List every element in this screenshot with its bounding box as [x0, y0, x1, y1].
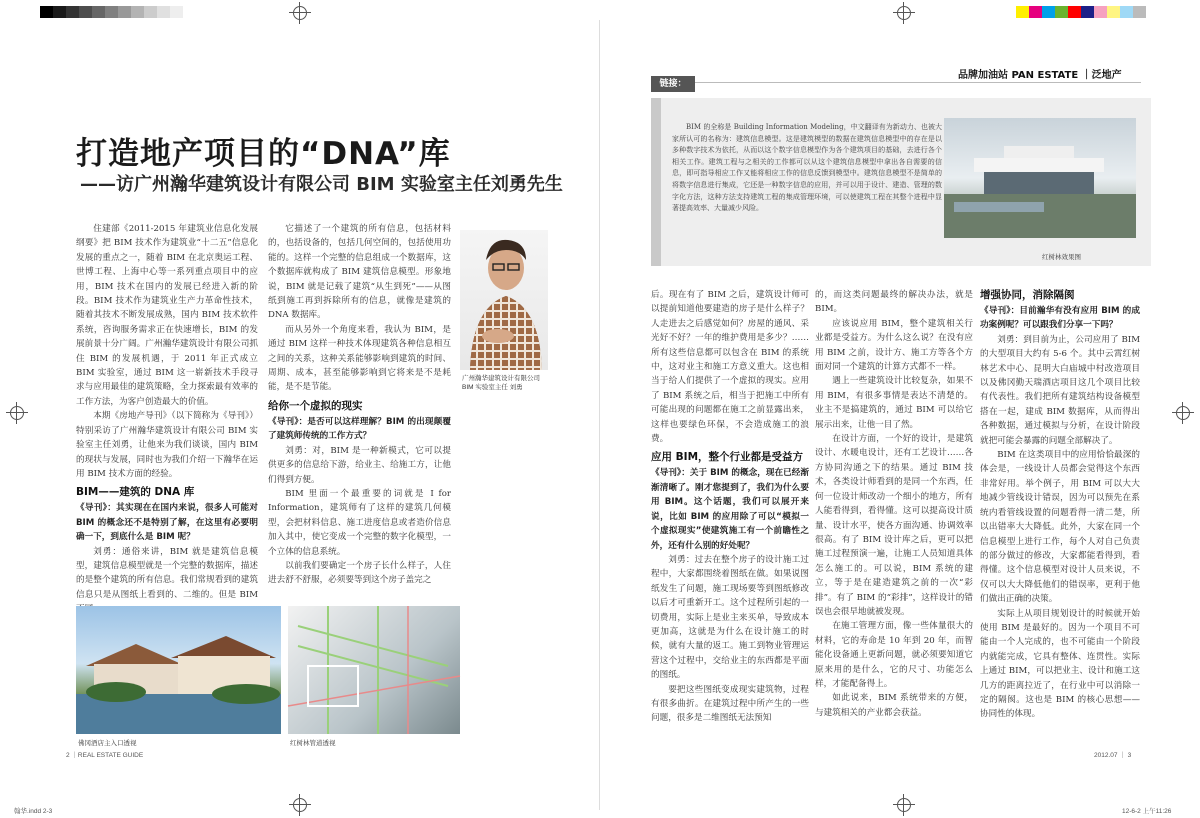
text-column-3	[651, 288, 809, 748]
paragraph: 它描述了一个建筑的所有信息，包括材料的，也括设备的，包括几何空间的，包括使用功能的。这样一个完整的信息组成一个数据库，这个数据库就构成了 BIM 建筑信息模型。形象地说，BIM 就是记载了建筑“从生到死”——从图纸到施工再到拆除所有的信息，就像是建筑的 DNA 数据库。	[268, 224, 451, 321]
crop-mark-bottom-right	[893, 794, 915, 816]
crop-mark-bottom-left	[289, 794, 311, 816]
paragraph: 本期《房地产导刊》（以下简称为《导刊》）特别采访了广州瀚华建筑设计有限公司 BIM 实验室主任刘勇，让他来为我们谈谈，国内 BIM 的现状与发展，同时也为我们介绍一下瀚华在运用 BIM 技术方面的经验。	[76, 411, 258, 479]
paragraph: 的，而这类问题最终的解决办法，就是 BIM。	[815, 290, 973, 315]
folio-left: 2 ｜REAL ESTATE GUIDE	[66, 752, 144, 759]
text-column-5	[980, 288, 1140, 748]
header-rule	[651, 82, 1141, 83]
paragraph: 住建部《2011-2015 年建筑业信息化发展纲要》把 BIM 技术作为建筑业“十二五”信息化发展的重点之一，随着 BIM 在北京奥运工程、世博工程、上海中心等一系列重点项目中的应用，BIM 技术在国内的发展已经进入新的阶段。BIM 技术作为建筑业生产力革命性技术，随着其技术不断发展成熟，国内 BIM 技术软件系统，咨询服务需求正在快速增长，BIM 的发展前景十分广阔。广州瀚华建筑设计有限公司抓住 BIM 的发展机遇，于 2011 年正式成立 BIM 实验室，通过 BIM 这一崭新技术手段寻求与应用最佳的建筑策略，全力探索最有效率的工作方法，为客户创造最大的价值。	[76, 224, 258, 407]
section-heading: BIM——建筑的 DNA 库	[76, 486, 195, 499]
link-paragraph: BIM 的全称是 Building Information Modeling，中文翻译有为新动力、也被大家所认可的名称为：建筑信息模型。这是建筑模型的数据在建筑信息模型中的存在是以多种数字技术为依托，从而以这个数字信息模型作为各个建筑项目的基础，去进行各个相关工作。建筑工程与之相关的工作都可以从这个建筑信息模型中拿出各自需要的信息，即可指导相应工作又能将相应工作的信息反馈到模型中。建筑信息模型不是简单的将数字信息进行集成，它还是一种数字信息的应用，并可以用于设计、建造、管理的数字化方法，这种方法支持建筑工程的集成管理环境，可以使建筑工程在其整个进程中显著提高效率、大量减少风险。	[672, 123, 942, 213]
link-box-text	[672, 122, 942, 215]
crop-mark-right	[1172, 402, 1194, 424]
paragraph: BIM 在这类项目中的应用恰恰最深的体会是，一线设计人员都会觉得这个东西非常好用。举个例子，用 BIM 可以大大地减少管线设计错误，因为可以预先在系统内看管线设置的问题看得一清二楚，所以出错率大大降低。此外，大家在同一个信息模型上进行工作，每个人对自己负责的部分做过的修改，大家都能看得到，看得懂。这个信息模型对设计人员来说，不仅可以大大降低他们的错误率，更利于他们做出正确的决策。	[980, 450, 1140, 605]
pipe-perspective-photo	[288, 606, 460, 734]
registration-color-bar	[1016, 6, 1146, 18]
paragraph: 要把这些图纸变成现实建筑物，过程有很多曲折。在建筑过程中所产生的一些问题，很多是二维图纸无法预知	[651, 684, 809, 724]
text-column-4	[815, 288, 973, 748]
photo-caption-left: 佛冈酒店主入口透视	[78, 740, 137, 747]
photo-caption-right: 红树林管道透视	[290, 740, 336, 747]
crop-mark-left	[6, 402, 28, 424]
paragraph: 在设计方面，一个好的设计，是建筑设计、水暖电设计，还有工艺设计……各方协同沟通之下的结果。通过 BIM 技术，各类设计师看到的是同一个东西，任何一位设计师改动一个细小的地方，所有人能看得到，看得懂。这可以提高设计质量、设计水平，使各方面沟通、协调效率很高。有了 BIM 设计库之后，更可以把施工过程预演一遍，让施工人员知道具体怎么施工的。可以说，BIM 系统的建立，等于是在建造建筑之前的一次“彩排”。有了 BIM 的“彩排”，这样设计的错误也会很早地就被发现。	[815, 434, 973, 617]
question: 《导刊》：是否可以这样理解？BIM 的出现颠覆了建筑师传统的工作方式？	[268, 416, 451, 442]
slug-right: 12-6-2 上午11:26	[1122, 808, 1172, 815]
paragraph: 遇上一些建筑设计比较复杂，如果不用 BIM，有很多事情是表达不清楚的。业主不是搞建筑的，通过 BIM 可以给它展示出来，让他一目了然。	[815, 376, 973, 430]
section-heading: 给你一个虚拟的现实	[268, 399, 363, 412]
link-photo-caption: 红树林效果图	[1042, 254, 1081, 261]
section-header: 品牌加油站 PAN ESTATE ｜泛地产	[958, 70, 1122, 81]
paragraph: 后。现在有了 BIM 之后，建筑设计师可以提前知道他要建造的房子是什么样子？人走进去之后感觉如何？房屋的通风、采光好不好？一年的维护费用是多少？……所有这些信息都可以包含在 BIM 的系统中，这对业主和施工方意义重大。这也相当于给人们提供了一个虚拟的现实。应用了 BIM 系统之后，相当于把施工中所有可能出现的问题都在施工之前显露出来，这样也要绿色环保，不会造成施工的浪费。	[651, 290, 809, 445]
registration-gray-bar	[40, 6, 196, 18]
question: 《导刊》：其实现在在国内来说，很多人可能对 BIM 的概念还不是特别了解，在这里有必要明确一下，到底什么是 BIM 呢？	[76, 503, 258, 543]
portrait-caption: 广州瀚华建筑设计有限公司 BIM 实验室主任 刘勇	[462, 375, 540, 391]
section-heading: 应用 BIM，整个行业都是受益方	[651, 451, 804, 464]
paragraph: BIM 里面一个最重要的词就是 I for Information，建筑师有了这样的建筑几何模型，会把材料信息、施工进度信息或者造价信息加入其中，使它变成一个完整的数字化模型，一个立体的信息系统。	[268, 488, 451, 557]
crop-mark-top-left	[289, 2, 311, 24]
answer: 刘勇：到目前为止，公司应用了 BIM 的大型项目大约有 5-6 个。其中云霄红树林艺术中心、昆明大白庙城中村改造项目以及佛冈勤天瑞酒店项目这几个项目比较有代表性。我们把所有建筑结构设备模型搭在一起，建成 BIM 数据库，从而得出各种数据，通过模拟与分析，在设计阶段就把可能会暴露的问题全部解决了。	[980, 334, 1140, 446]
portrait-photo	[460, 230, 548, 370]
paragraph: 而从另外一个角度来看，我认为 BIM，是通过 BIM 这样一种技术体现建筑各种信息相互之间的关系，这种关系能够影响到建筑的时间、周期、成本，甚至能够影响到它将来是不是耗能，是不是节能。	[268, 324, 451, 393]
paragraph: 实际上从项目规划设计的时候就开始使用 BIM 是最好的。因为一个项目不可能由一个人完成的，也不可能由一个阶段内就能完成，它具有整体、连贯性。实际上通过 BIM，可以把业主、设计和施工这几方的距离拉近了，在行业中可以消除一定的隔阂。这也是 BIM 的核心思想——协同性的体现。	[980, 608, 1140, 720]
spread-gutter	[599, 20, 600, 810]
paragraph: 以前我们要确定一个房子长什么样子，人住进去舒不舒服，必须要等到这个房子盖完之	[268, 560, 451, 586]
paragraph: 应该说应用 BIM，整个建筑相关行业都是受益方。为什么这么说？在没有应用 BIM 之前，设计方、施工方等各个方面对同一个建筑的计算方式都不一样。	[815, 318, 973, 373]
article-subtitle: ——访广州瀚华建筑设计有限公司 BIM 实验室主任刘勇先生	[80, 174, 563, 195]
question: 《导刊》：关于 BIM 的概念，现在已经渐渐清晰了。刚才您提到了，我们为什么要用 BIM。这个话题，我们可以展开来说，比如 BIM 的应用除了可以“模拟一个虚拟现实”使建筑施工有一个前瞻性之外，还有什么别的好处呢？	[651, 468, 809, 551]
answer: 刘勇：通俗来讲，BIM 就是建筑信息模型，建筑信息模型就是一个完整的数据库，描述的是整个建筑的所有信息。我们常规看到的建筑信息只是从图纸上看到的、二维的。但是 BIM	[76, 546, 258, 600]
link-tag: 链接：	[651, 76, 695, 92]
text-column-2	[268, 222, 451, 604]
section-heading: 增强协同，消除隔阂	[980, 289, 1075, 301]
paragraph: 在施工管理方面，像一些体量很大的材料，它的寿命是 10 年到 20 年，而智能化设备通上更新问题，就必须要知道它原来用的是什么，它的尺寸、功能怎么样，才能配备得上。	[815, 621, 973, 689]
mangrove-rendering-photo	[944, 118, 1136, 238]
text-column-1	[76, 222, 258, 604]
article-title: 打造地产项目的“DNA”库	[76, 136, 451, 172]
hotel-entrance-photo	[76, 606, 281, 734]
paragraph: 如此说来，BIM 系统带来的方便，与建筑相关的产业都会获益。	[815, 693, 973, 718]
answer: 刘勇：对，BIM 是一种新模式，它可以提供更多的信息给下游，给业主、给施工方，让他们得到方便。	[268, 445, 451, 485]
question: 《导刊》：目前瀚华有没有应用 BIM 的成功案例呢？可以跟我们分享一下吗？	[980, 306, 1140, 331]
slug-left: 翰华.indd 2-3	[14, 808, 53, 815]
answer: 刘勇：过去在整个房子的设计施工过程中，大家都围绕着图纸在做。如果说图纸发生了问题，施工现场要等到图纸修改以后才可重新开工。这个过程所引起的一切费用，实际上是业主来买单，导致成本更加高，这就是为什么在设计施工的时候，就有大量的返工。施工到物业管理运营这个过程中，交给业主的东西都是平面的图纸。	[651, 554, 809, 681]
folio-right: 2012.07 ｜ 3	[1094, 752, 1132, 759]
crop-mark-top-right	[893, 2, 915, 24]
